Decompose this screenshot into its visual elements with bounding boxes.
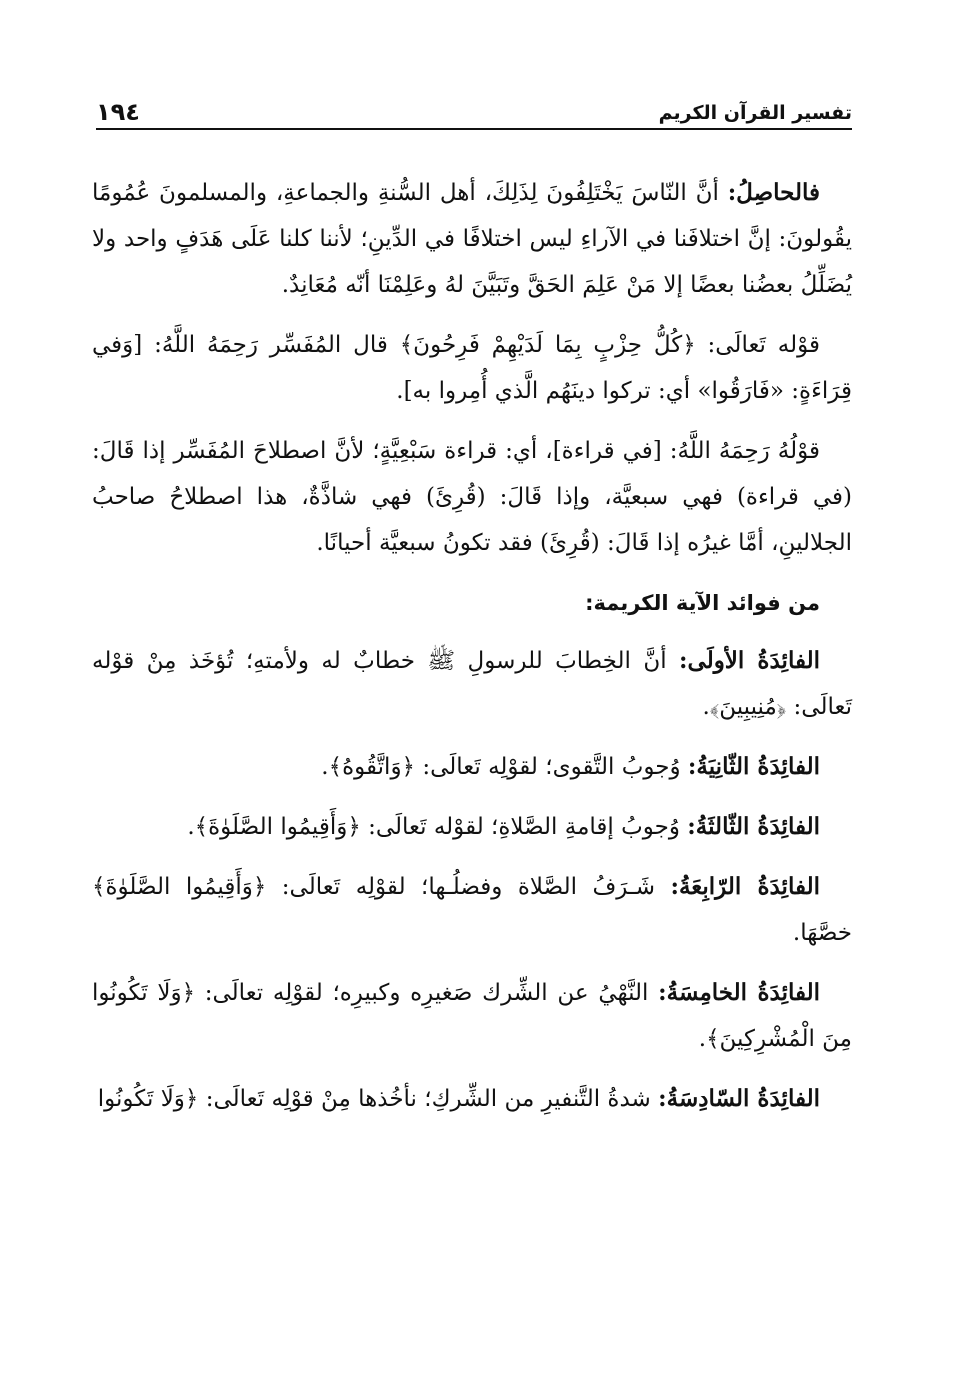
benefit-label: الفائِدَةُ السّادِسَةُ: xyxy=(658,1085,820,1112)
paragraph-text: [في قراءة]، أي: قراءة سَبْعِيَّةٍ؛ لأنَّ اصطلاحَ المُفَسِّر إذا قَالَ: (في قراءة) فهي سبعيَّة، وإذا قَالَ: (قُرِئَ) فهي شاذَّةٌ، هذا اصطلاحُ صاحبُ الجلالينِ، أمَّا غيرُه إذا قَالَ: (قُرِئَ) فقد تكونُ سبعيَّة أحيانًا. xyxy=(92,438,852,556)
paragraph xyxy=(92,428,852,566)
paragraph xyxy=(92,322,852,414)
benefit-item xyxy=(92,970,852,1062)
benefit-item xyxy=(92,638,852,730)
benefit-text: شدةُ التَّنفيرِ من الشِّركِ؛ نأخُذها مِنْ قوْلِه تَعالَى: ﴿وَلَا تَكُونُوا xyxy=(97,1086,659,1112)
section-heading: من فوائد الآية الكريمة: xyxy=(585,591,820,615)
running-header xyxy=(96,92,852,130)
book-title: تفسير القرآن الكريم xyxy=(658,102,852,124)
benefit-label: الفائِدَةُ الخامِسَةُ: xyxy=(658,979,821,1006)
paragraph xyxy=(92,170,852,308)
benefit-item xyxy=(92,1076,852,1122)
benefit-label: الفائِدَةُ الرّابِعَةُ: xyxy=(670,873,821,900)
paragraph-lead: قوْلُهُ رَحِمَهُ اللَّهُ: xyxy=(669,438,820,464)
benefit-label: الفائِدَةُ الأولَى: xyxy=(679,647,820,674)
benefit-text: أنَّ الخِطابَ للرسولِ ﷺ خطابٌ له ولأمتهِ؛ تُؤخَذ مِنْ قوْله تَعالَى: ﴿مُنِيبِينَ﴾. xyxy=(92,648,852,720)
paragraph-text: أنَّ النّاسَ يَخْتَلِفُونَ لِذَلِكَ، أهل السُّنةِ والجماعةِ، والمسلمونَ عُمُومًا يقُولونَ: إنَّ اختلافَنا في الآراءِ ليس اختلافًا في الدِّينِ؛ لأننا كلنا عَلَى هَدَفٍ واحد ولا يُضَلِّلُ بعضُنا بعضًا إلا مَنْ عَلِمَ الحَقَّ وتَبَيَّنَ لهُ وعَلِمْنَا أنّه مُعَانِدٌ. xyxy=(92,180,852,298)
paragraph-lead: فالحاصِلُ: xyxy=(727,179,820,206)
paragraph-lead: قوْله تَعالَى: xyxy=(707,332,820,358)
benefit-text: شَـرَفُ الصَّلاة وفضلُـها؛ لقوْلِه تَعالَى: ﴿وَأَقِيمُوا الصَّلَوٰةَ﴾ خصَّهَا. xyxy=(92,874,852,946)
benefit-text: النَّهْيُ عن الشِّرك صَغيرِه وكبيرِه؛ لقوْلِه تعالَى: ﴿وَلَا تَكُونُوا مِنَ الْمُشْرِكِينَ﴾. xyxy=(92,980,852,1052)
benefit-item xyxy=(92,804,852,850)
benefit-item xyxy=(92,744,852,790)
benefit-label: الفائِدَةُ الثّانِيَةُ: xyxy=(687,753,820,780)
page-number: ١٩٤ xyxy=(96,98,140,126)
benefit-text: وُجوبُ إقامةِ الصَّلاةِ؛ لقوْله تَعالَى: ﴿وَأَقِيمُوا الصَّلَوٰةَ﴾. xyxy=(187,814,688,840)
page-body xyxy=(92,170,852,1136)
benefit-item xyxy=(92,864,852,956)
benefit-label: الفائِدَةُ الثّالثَةُ: xyxy=(687,813,820,840)
paragraph-text: ﴿كُلُّ حِزْبٍ بِمَا لَدَيْهِمْ فَرِحُونَ﴾ قال المُفَسِّر رَحِمَهُ اللَّهُ: [وَفي قِرَاءَةٍ: «فَارَقُوا» أي: تركوا دينَهُم الَّذي أُمِروا به]. xyxy=(92,332,852,404)
benefit-text: وُجوبُ التَّقوى؛ لقوْلِه تَعالَى: ﴿وَاتَّقُوهُ﴾. xyxy=(321,754,688,780)
